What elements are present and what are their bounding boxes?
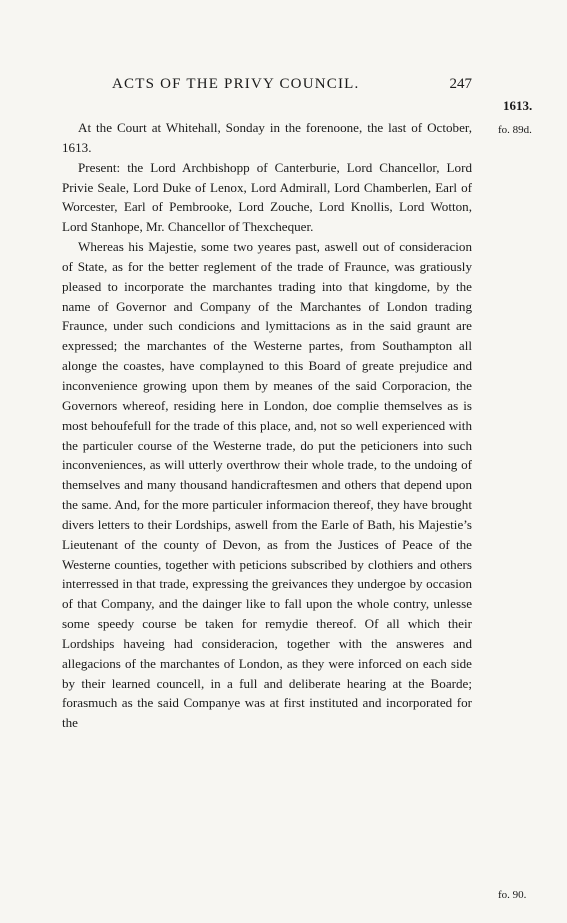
main-paragraph: Whereas his Majestie, some two yeares past, aswell out of consideracion of State, as for the better reglement of the trade of Fraunce, was gratiously pleased to incorporate the marchantes trading into that kingdome, by the name of Governor and Company of the Marchantes of London trading Fraunce, under such condicions and lymittacions as in the said graunt are expressed; the marchantes of the Westerne partes, from Southampton all alonge the coastes, have complayned to this Board of greate prejudice and inconvenience growing upon them by meanes of the said Corporacion, the Governors whereof, residing here in London, doe complie themselves as is most behoufefull for the trade of this place, and, not so well experienced with the particuler course of the Westerne trade, do put the peticioners into such inconveniences, as will utterly overthrow their whole trade, to the undoing of themselves and many thousand handicraftesmen and others that depend upon the same. And, for the more particuler informacion thereof, they have brought divers letters to their Lordships, aswell from the Earle of Bath, his Majestie’s Lieutenant of the county of Devon, as from the Justices of Peace of the Westerne counties, together with peticions subscribed by clothiers and others interressed in that trade, expressing the greivances they undergoe by occasion of that Company, and the dainger like to fall upon the whole contry, unlesse some speedy course be taken for remydie thereof. Of all which their Lordships haveing had consideracion, together with the answeres and allegacions of the marchantes of London, as they were inforced on each side by their learned councell, in a full and deliberate hearing at the Boarde; forasmuch as the said Companye was at first instituted and incorporated for the — [62, 239, 472, 731]
session-heading: At the Court at Whitehall, Sonday in the forenoone, the last of October, 1613. — [62, 120, 472, 155]
page-header — [62, 76, 472, 100]
body-text — [62, 118, 472, 733]
page-number: 247 — [449, 76, 472, 92]
margin-folio-bottom: fo. 90. — [498, 889, 527, 901]
margin-year: 1613. — [503, 98, 533, 113]
running-title: ACTS OF THE PRIVY COUNCIL. — [112, 76, 360, 92]
attendees-paragraph: Present: the Lord Archbishopp of Canterburie, Lord Chancellor, Lord Privie Seale, Lord Duke of Lenox, Lord Admirall, Lord Chamberlen, Earl of Worcester, Earl of Pembrooke, Lord Zouche, Lord Knollis, Lord Wotton, Lord Stanhope, Mr. Chancellor of Thexchequer. — [62, 159, 472, 235]
margin-folio-top: fo. 89d. — [498, 124, 532, 136]
